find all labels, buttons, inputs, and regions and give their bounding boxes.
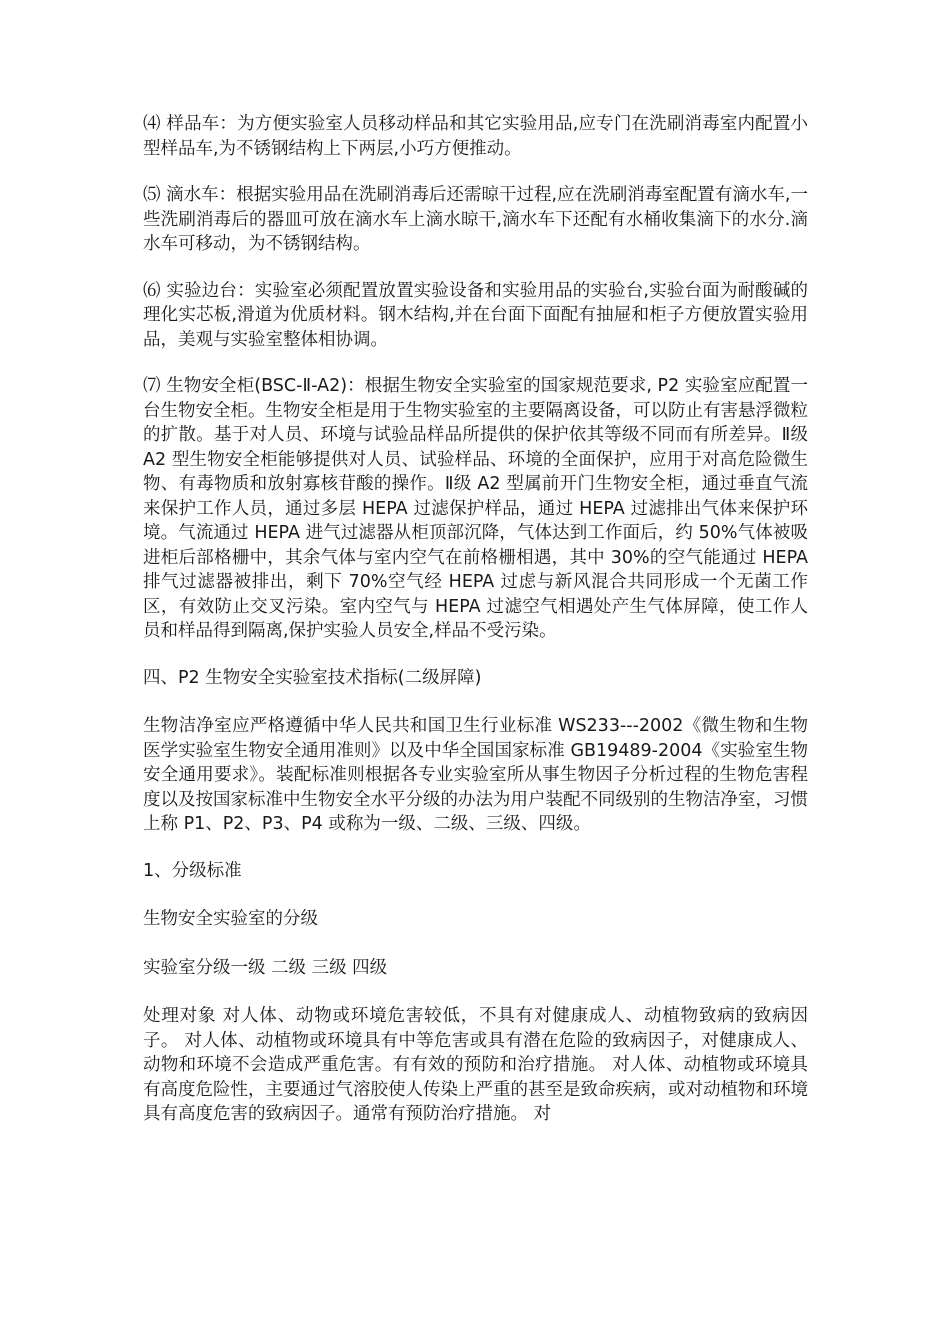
section-heading-p2-indicators: 四、P2 生物安全实验室技术指标(二级屏障)	[143, 667, 482, 688]
paragraph-standards: 生物洁净室应严格遵循中华人民共和国卫生行业标准 WS233---2002《微生物和生物医学实验室生物安全通用准则》以及中华全国国家标准 GB19489-2004《实验室生物安全通用要求》。装配标准则根据各专业实验室所从事生物因子分析过程的生物危害程度以及按国家标准中生物安全水平分级的办法为用户装配不同级别的生物洁净室，习惯上称 P1、P2、P3、P4 或称为一级、二级、三级、四级。	[143, 716, 808, 834]
paragraph-sample-cart: ⑷ 样品车：为方便实验室人员移动样品和其它实验用品,应专门在洗刷消毒室内配置小型样品车,为不锈钢结构上下两层,小巧方便推动。	[143, 114, 808, 159]
subheading-lab-grading: 生物安全实验室的分级	[143, 909, 318, 929]
paragraph-side-bench: ⑹ 实验边台：实验室必须配置放置实验设备和实验用品的实验台,实验台面为耐酸碱的理化实芯板,滑道为优质材料。钢木结构,并在台面下面配有抽屉和柜子方便放置实验用品，美观与实验室整体相协调。	[143, 280, 808, 350]
paragraph-drip-cart: ⑸ 滴水车：根据实验用品在洗刷消毒后还需晾干过程,应在洗刷消毒室配置有滴水车,一些洗刷消毒后的器皿可放在滴水车上滴水晾干,滴水车下还配有水桶收集滴下的水分.滴水车可移动，为不锈钢结构。	[143, 185, 808, 254]
document-page	[143, 112, 814, 1149]
paragraph-handling-objects: 处理对象 对人体、动物或环境危害较低，不具有对健康成人、动植物致病的致病因子。 对人体、动植物或环境具有中等危害或具有潜在危险的致病因子，对健康成人、动物和环境不会造成严重危害。有有效的预防和治疗措施。 对人体、动植物或环境具有高度危险性，主要通过气溶胶使人传染上严重的甚至是致命疾病，或对动植物和环境具有高度危害的致病因子。通常有预防治疗措施。 对	[143, 1006, 808, 1124]
grading-levels-row: 实验室分级一级 二级 三级 四级	[143, 957, 388, 978]
paragraph-biosafety-cabinet: ⑺ 生物安全柜(BSC-Ⅱ-A2)：根据生物安全实验室的国家规范要求, P2 实验室应配置一台生物安全柜。生物安全柜是用于生物实验室的主要隔离设备，可以防止有害悬浮微粒的扩散。基于对人员、环境与试验品样品所提供的保护依其等级不同而有所差异。Ⅱ级 A2 型生物安全柜能够提供对人员、试验样品、环境的全面保护，应用于对高危险微生物、有毒物质和放射寡核苷酸的操作。Ⅱ级 A2 型属前开门生物安全柜，通过垂直气流来保护工作人员，通过多层 HEPA 过滤保护样品，通过 HEPA 过滤排出气体来保护环境。气流通过 HEPA 进气过滤器从柜顶部沉降，气体达到工作面后，约 50%气体被吸进柜后部格栅中，其余气体与室内空气在前格栅相遇，其中 30%的空气能通过 HEPA 排气过滤器被排出，剩下 70%空气经 HEPA 过虑与新风混合共同形成一个无菌工作区，有效防止交叉污染。室内空气与 HEPA 过滤空气相遇处产生气体屏障，使工作人员和样品得到隔离,保护实验人员安全,样品不受污染。	[143, 376, 814, 641]
subheading-grading-standard: 1、分级标准	[143, 860, 242, 881]
